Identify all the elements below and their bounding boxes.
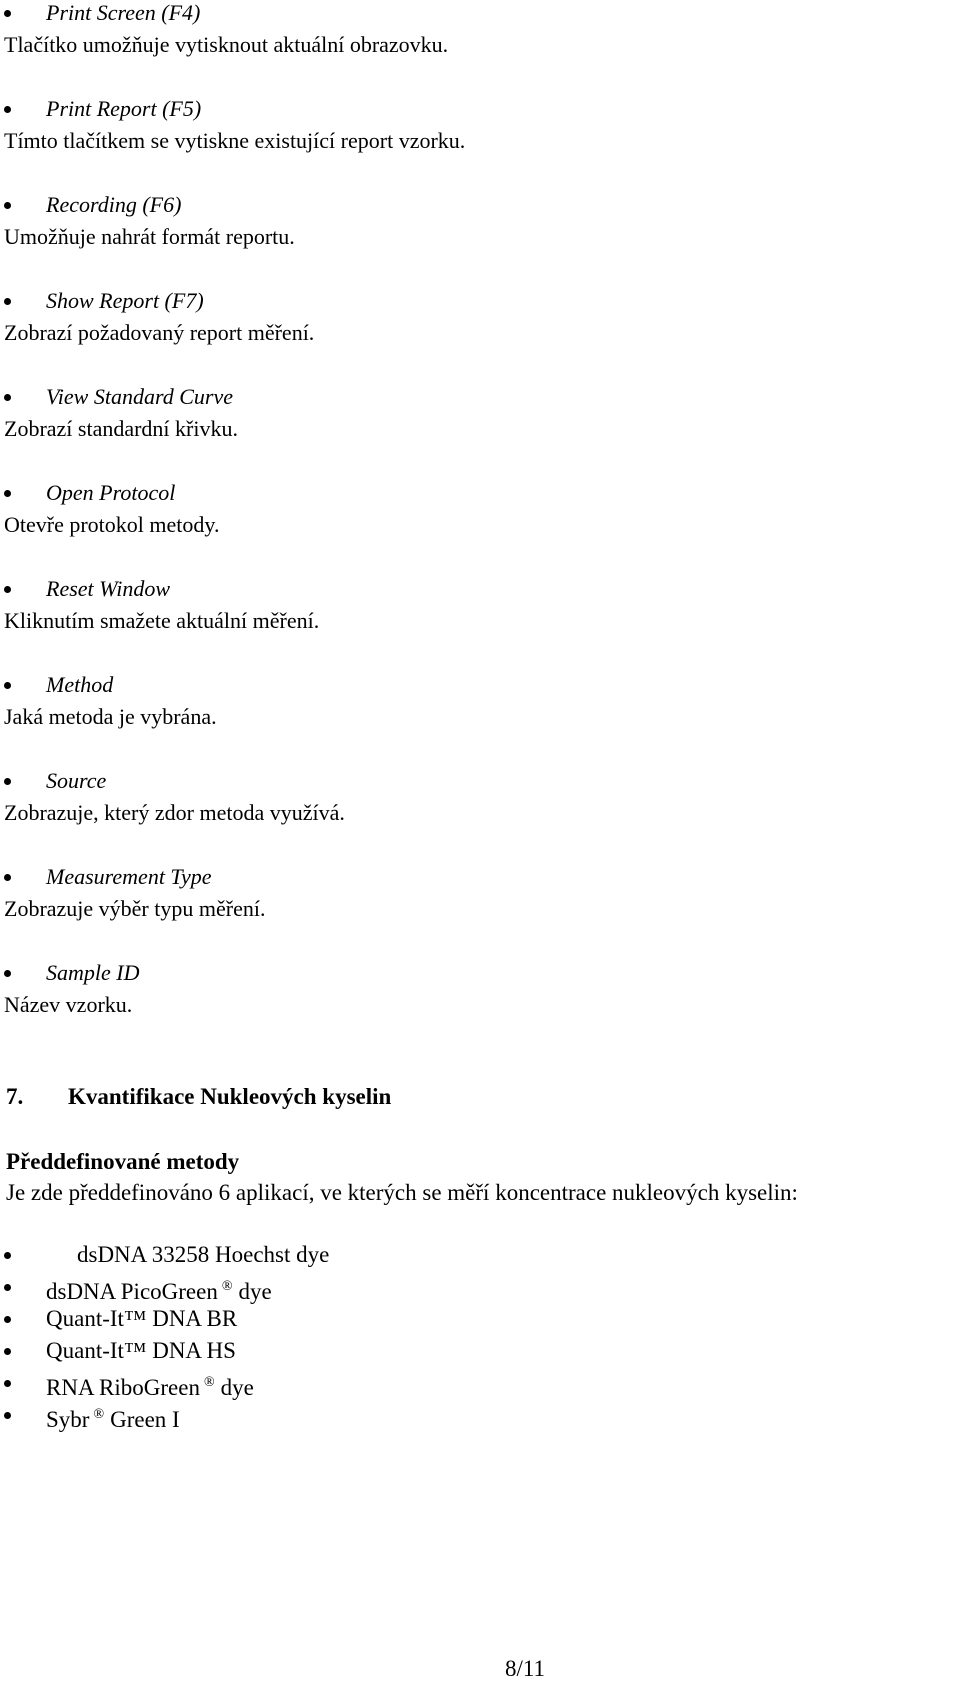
section-number: 7. bbox=[6, 1084, 24, 1109]
bullet-icon bbox=[4, 1316, 11, 1323]
method-label bbox=[46, 1401, 180, 1434]
method-item bbox=[0, 1305, 960, 1335]
registered-mark: ® bbox=[203, 1375, 215, 1390]
item-term: Print Report (F5) bbox=[46, 96, 202, 121]
method-item bbox=[0, 1273, 960, 1303]
registered-mark: ® bbox=[221, 1279, 233, 1294]
bullet-icon bbox=[4, 394, 11, 401]
item-description: Kliknutím smažete aktuální měření. bbox=[4, 608, 320, 633]
item-description: Zobrazuje výběr typu měření. bbox=[4, 896, 266, 921]
item-term: Measurement Type bbox=[46, 864, 212, 889]
item-term: Show Report (F7) bbox=[46, 288, 204, 313]
item-term: Sample ID bbox=[46, 960, 140, 985]
item-description: Umožňuje nahrát formát reportu. bbox=[4, 224, 295, 249]
method-item bbox=[0, 1241, 960, 1271]
bullet-icon bbox=[4, 970, 11, 977]
item-term: Reset Window bbox=[46, 576, 171, 601]
item-description: Tlačítko umožňuje vytisknout aktuální obrazovku. bbox=[4, 32, 449, 57]
bullet-icon bbox=[4, 202, 11, 209]
bullet-icon bbox=[4, 874, 11, 881]
bullet-icon bbox=[4, 1348, 11, 1355]
item-description: Zobrazí požadovaný report měření. bbox=[4, 320, 315, 345]
method-label: Quant-It™ DNA HS bbox=[46, 1338, 236, 1363]
item-description: Zobrazuje, který zdor metoda využívá. bbox=[4, 800, 345, 825]
item-description: Otevře protokol metody. bbox=[4, 512, 220, 537]
bullet-icon bbox=[4, 682, 11, 689]
bullet-icon bbox=[4, 298, 11, 305]
item-term: Recording (F6) bbox=[46, 192, 182, 217]
method-label: dsDNA 33258 Hoechst dye bbox=[77, 1242, 330, 1267]
item-description: Tímto tlačítkem se vytiskne existující report vzorku. bbox=[4, 128, 466, 153]
bullet-icon bbox=[4, 1252, 11, 1259]
section-heading bbox=[6, 1083, 391, 1111]
method-item bbox=[0, 1369, 960, 1399]
method-item bbox=[0, 1401, 960, 1431]
method-label: Quant-It™ DNA BR bbox=[46, 1306, 238, 1331]
method-suffix: dye bbox=[238, 1279, 272, 1304]
method-suffix: dye bbox=[220, 1375, 254, 1400]
item-term: Print Screen (F4) bbox=[46, 0, 201, 25]
method-name: dsDNA PicoGreen bbox=[46, 1279, 218, 1304]
method-item bbox=[0, 1337, 960, 1367]
item-description: Zobrazí standardní křivku. bbox=[4, 416, 238, 441]
subheading: Předdefinované metody bbox=[6, 1149, 240, 1174]
page-number: 8/11 bbox=[505, 1656, 546, 1681]
bullet-icon bbox=[4, 106, 11, 113]
method-label bbox=[46, 1273, 272, 1306]
item-description: Název vzorku. bbox=[4, 992, 133, 1017]
method-name: Sybr bbox=[46, 1407, 90, 1432]
method-name: RNA RiboGreen bbox=[46, 1375, 200, 1400]
item-description: Jaká metoda je vybrána. bbox=[4, 704, 217, 729]
bullet-icon bbox=[4, 490, 11, 497]
item-term: Method bbox=[46, 672, 114, 697]
bullet-icon bbox=[4, 1412, 11, 1419]
bullet-icon bbox=[4, 778, 11, 785]
bullet-icon bbox=[4, 586, 11, 593]
bullet-icon bbox=[4, 1284, 11, 1291]
intro-paragraph: Je zde předdefinováno 6 aplikací, ve kterých se měří koncentrace nukleových kyselin: bbox=[6, 1180, 798, 1205]
section-title: Kvantifikace Nukleových kyselin bbox=[68, 1084, 392, 1109]
item-term: Source bbox=[46, 768, 107, 793]
item-term: Open Protocol bbox=[46, 480, 176, 505]
method-suffix: Green I bbox=[110, 1407, 180, 1432]
method-label bbox=[46, 1369, 254, 1402]
registered-mark: ® bbox=[93, 1407, 105, 1422]
item-term: View Standard Curve bbox=[46, 384, 233, 409]
bullet-icon bbox=[4, 10, 11, 17]
bullet-icon bbox=[4, 1380, 11, 1387]
